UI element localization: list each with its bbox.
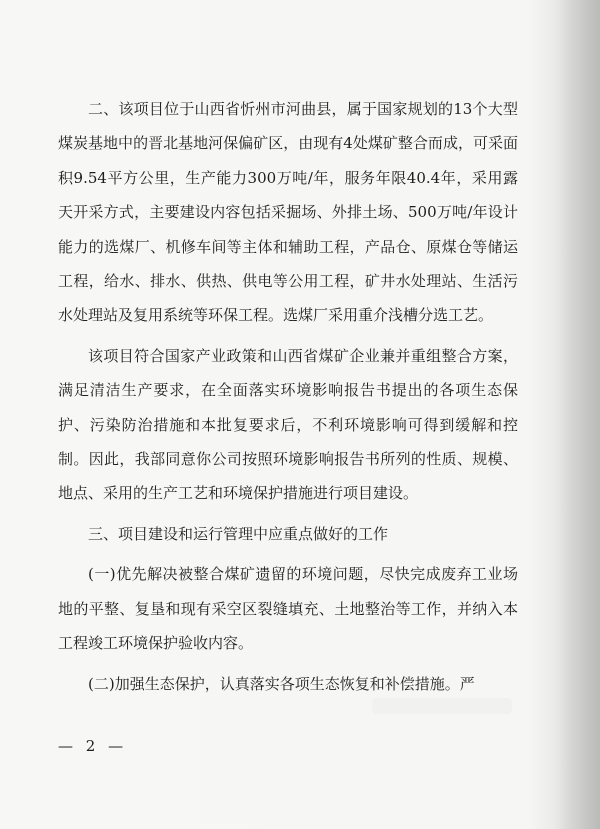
paragraph-item-two: (二)加强生态保护，认真落实各项生态恢复和补偿措施。严 xyxy=(88,674,475,693)
page-number: — 2 — xyxy=(58,737,128,755)
paragraph-project-location: 二、该项目位于山西省忻州市河曲县，属于国家规划的13个大型煤炭基地中的晋北基地河保偏矿区，由现有4处煤矿整合而成，可采面积9.54平方公里，生产能力300万吨/年，服务年限40.4年，采用露天开采方式，主要建设内容包括采掘场、外排土场、500万吨/年设计能力的选煤厂、机修车间等主体和辅助工程，产品仓、原煤仓等储运工程，给水、排水、供热、供电等公用工程，矿井水处理站、生活污水处理站及复用系统等环保工程。选煤厂采用重介浅槽分选工艺。 xyxy=(58,100,518,325)
page-edge-shadow xyxy=(554,0,600,829)
faint-bleedthrough-mark xyxy=(372,698,512,714)
paragraph-item-one: (一)优先解决被整合煤矿遗留的环境问题，尽快完成废弃工业场地的平整、复垦和现有采空区裂缝填充、土地整治等工作，并纳入本工程竣工环境保护验收内容。 xyxy=(58,565,518,653)
document-body xyxy=(58,92,518,707)
paragraph-approval-opinion: 该项目符合国家产业政策和山西省煤矿企业兼并重组整合方案，满足清洁生产要求，在全面落实环境影响报告书提出的各项生态保护、污染防治措施和本批复要求后，不利环境影响可得到缓解和控制。因此，我部同意你公司按照环境影响报告书所列的性质、规模、地点、采用的生产工艺和环境保护措施进行项目建设。 xyxy=(58,346,518,503)
section-heading-key-work: 三、项目建设和运行管理中应重点做好的工作 xyxy=(88,524,389,543)
